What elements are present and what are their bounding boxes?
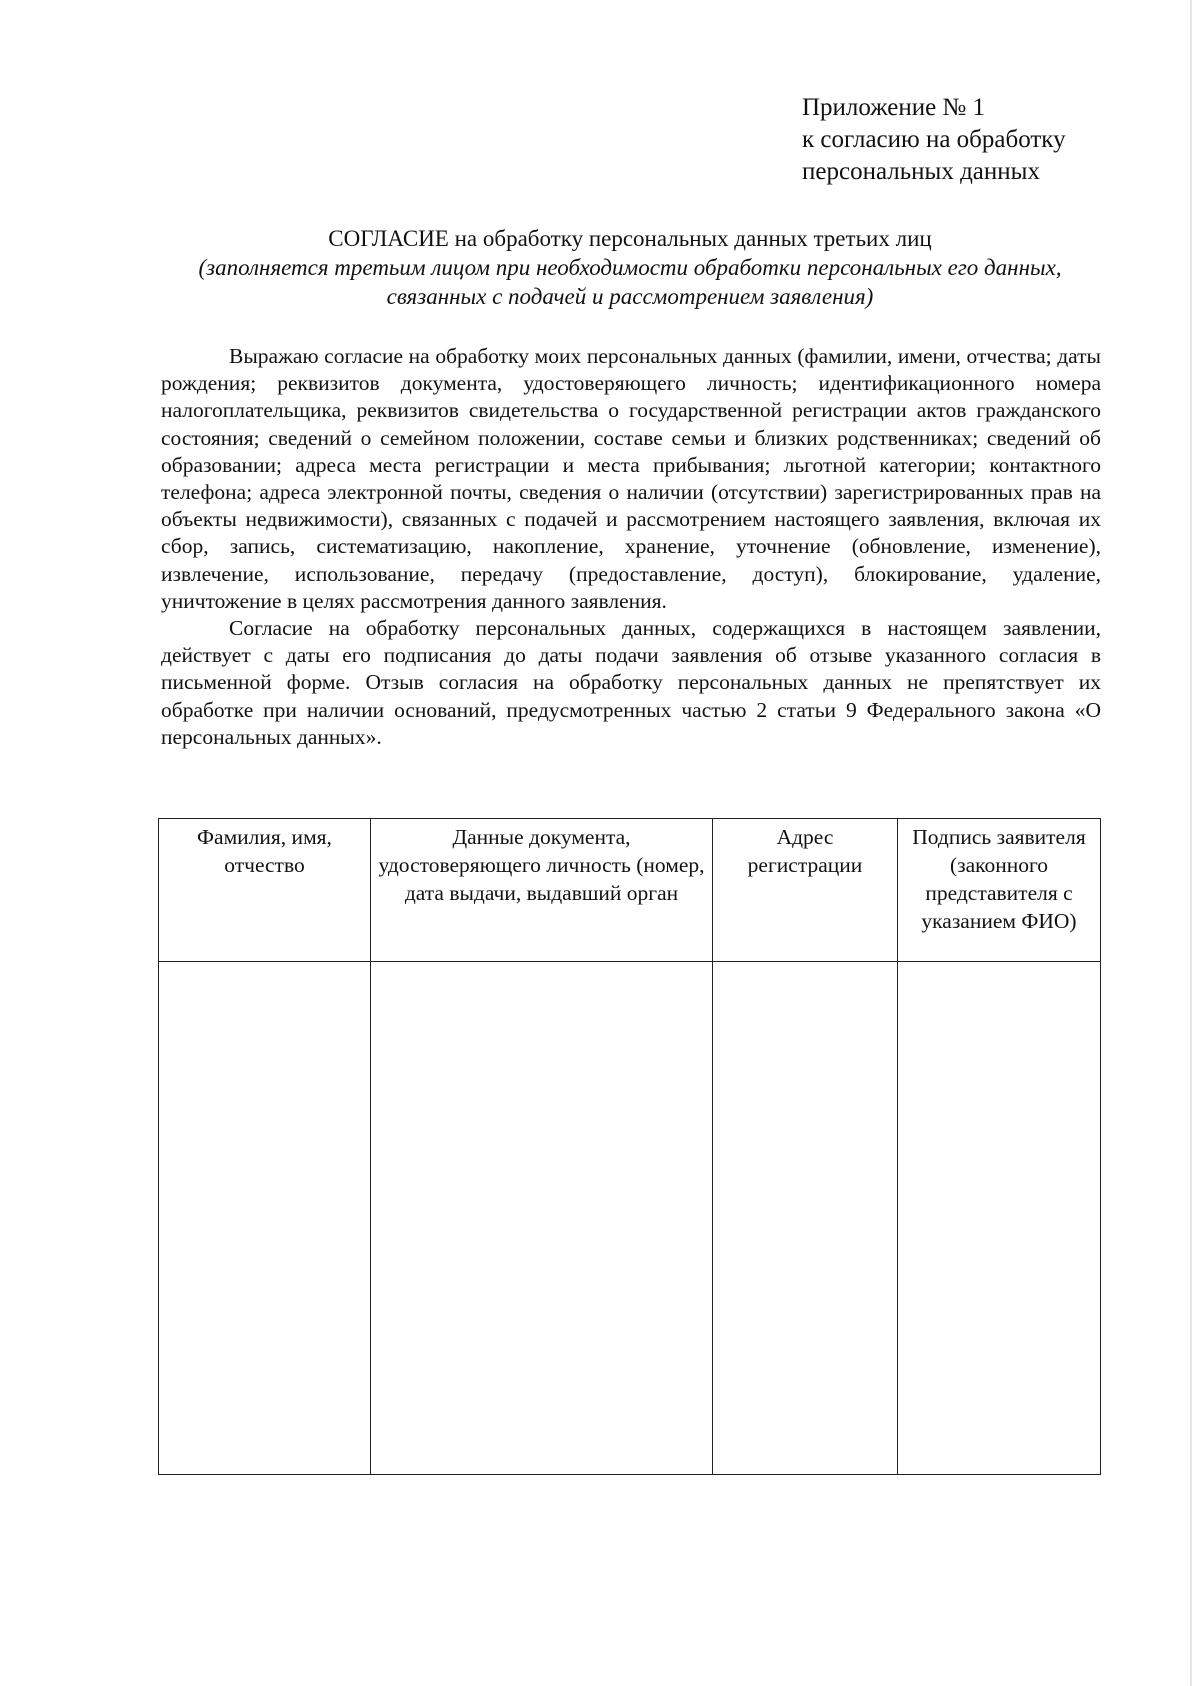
annex-label <box>802 92 1162 188</box>
annex-line-1: Приложение № 1 <box>802 94 986 121</box>
third-party-table <box>158 818 1101 1475</box>
header-identity-document: Данные документа, удостоверяющего личность (номер, дата выдачи, выдавший орган <box>371 819 713 962</box>
scan-edge-mark <box>1190 0 1192 1686</box>
title-block <box>160 224 1100 311</box>
header-registration-address: Адрес регистрации <box>713 819 898 962</box>
cell-registration-address[interactable] <box>713 962 898 1475</box>
cell-full-name[interactable] <box>159 962 371 1475</box>
annex-line-2: к согласию на обработку <box>802 126 1066 153</box>
header-signature: Подпись заявителя (законного представителя с указанием ФИО) <box>898 819 1101 962</box>
table-row <box>159 962 1101 1475</box>
consent-paragraph-1: Выражаю согласие на обработку моих персональных данных (фамилии, имени, отчества; даты рождения; реквизитов документа, удостоверяющего личность; идентификационного номера налогоплательщика, реквизитов свидетельства о государственной регистрации актов гражданского состояния; сведений о семейном положении, составе семьи и близких родственниках; сведений об образовании; адреса места регистрации и места прибывания; льготной категории; контактного телефона; адреса электронной почты, сведения о наличии (отсутствии) зарегистрированных прав на объекты недвижимости), связанных с подачей и рассмотрением настоящего заявления, включая их сбор, запись, систематизацию, накопление, хранение, уточнение (обновление, изменение), извлечение, использование, передачу (предоставление, доступ), блокирование, удаление, уничтожение в целях рассмотрения данного заявления. <box>161 344 1101 613</box>
annex-line-3: персональных данных <box>802 158 1040 185</box>
cell-identity-document[interactable] <box>371 962 713 1475</box>
document-subtitle: (заполняется третьим лицом при необходимости обработки персональных его данных, связанных с подачей и рассмотрением заявления) <box>198 255 1062 309</box>
consent-body <box>161 343 1101 751</box>
document-title: СОГЛАСИЕ на обработку персональных данных третьих лиц <box>328 226 932 251</box>
table-header-row <box>159 819 1101 962</box>
header-full-name: Фамилия, имя, отчество <box>159 819 371 962</box>
cell-signature[interactable] <box>898 962 1101 1475</box>
consent-paragraph-2: Согласие на обработку персональных данных, содержащихся в настоящем заявлении, действует с даты его подписания до даты подачи заявления об отзыве указанного согласия в письменной форме. Отзыв согласия на обработку персональных данных не препятствует их обработке при наличии оснований, предусмотренных частью 2 статьи 9 Федерального закона «О персональных данных». <box>161 616 1101 749</box>
